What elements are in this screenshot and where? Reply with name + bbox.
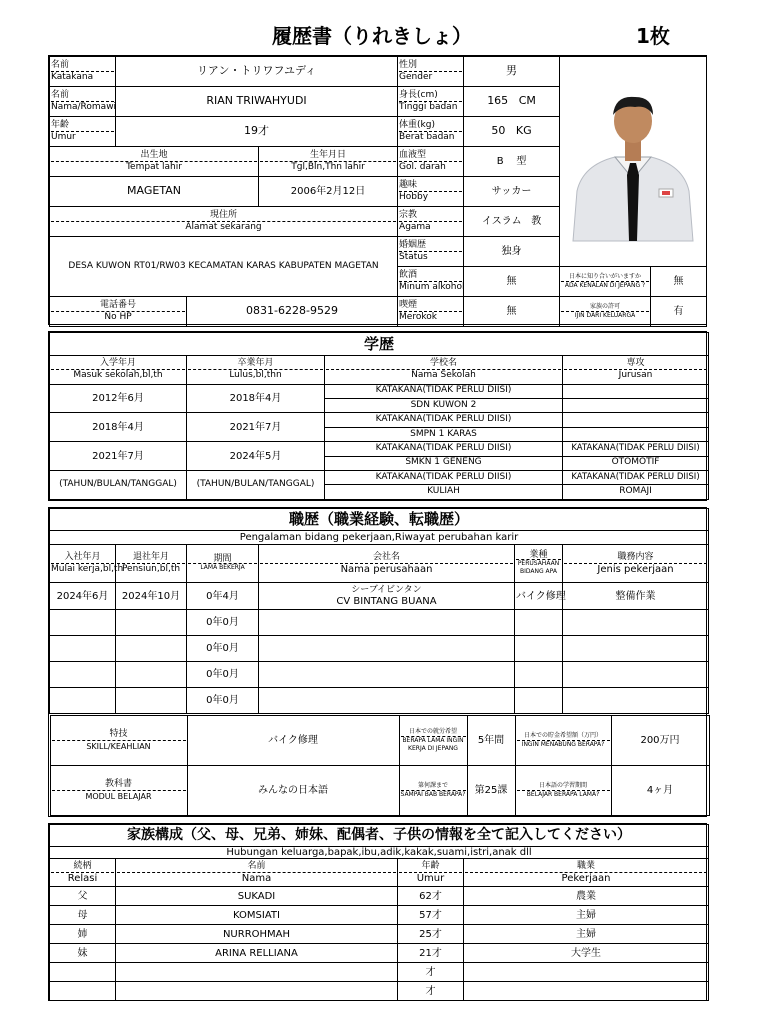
- family-nama: [116, 982, 398, 1001]
- kenalan-value: 無: [651, 267, 707, 297]
- family-subheader: Hubungan keluarga,bapak,ibu,adik,kakak,suami,istri,anak dll: [50, 847, 709, 859]
- tempat-label-cell: 出生地 Tempat lahir: [50, 147, 259, 177]
- nama-label-cell: 名前 Nama/Romawi: [50, 87, 116, 117]
- family-pekerjaan: 大学生: [464, 944, 709, 963]
- hobby-value: サッカー: [464, 177, 560, 207]
- work-pensiun: 2024年10月: [116, 583, 187, 609]
- education-section: [48, 331, 707, 501]
- family-umur: 才: [398, 982, 464, 1001]
- belajar-value: 4ヶ月: [611, 765, 709, 815]
- edu-masuk: (TAHUN/BULAN/TANGGAL): [50, 471, 187, 500]
- edu-lulus: 2021年7月: [187, 413, 325, 442]
- nabung-value: 200万円: [611, 715, 709, 765]
- family-col-pekerjaan: 職業 Pekerjaan: [464, 859, 709, 887]
- family-header: 家族構成（父、母、兄弟、姉妹、配偶者、子供の情報を全て記入してください）: [50, 825, 709, 847]
- edu-jurusan: [563, 427, 709, 441]
- berat-unit: KG: [515, 124, 532, 138]
- work-bidang: [515, 661, 563, 687]
- work-bidang: [515, 635, 563, 661]
- tinggi-value: 165: [487, 94, 509, 108]
- work-lama: 0年0月: [187, 609, 259, 635]
- work-bidang: バイク修理: [515, 583, 563, 609]
- hp-label-cell: 電話番号 No HP: [50, 297, 187, 327]
- tinggi-value-cell: [464, 87, 560, 117]
- family-relasi: 母: [50, 906, 116, 925]
- edu-school-katakana: KATAKANA(TIDAK PERLU DIISI): [325, 442, 563, 456]
- katakana-value: リアン・トリワフユディ: [116, 57, 398, 87]
- agama-value: イスラム: [481, 216, 522, 227]
- family-pekerjaan: 農業: [464, 887, 709, 906]
- family-pekerjaan: [464, 982, 709, 1001]
- edu-jurusan: OTOMOTIF: [563, 456, 709, 470]
- work-company: [259, 609, 515, 635]
- page-count: 1枚: [636, 24, 670, 48]
- agama-value-cell: [464, 207, 560, 237]
- work-col-lama: 期間 LAMA BEKERJA: [187, 545, 259, 583]
- edu-school-name: SMPN 1 KARAS: [325, 427, 563, 441]
- work-jenis: [563, 635, 709, 661]
- family-umur: 57才: [398, 906, 464, 925]
- bab-value: 第25課: [467, 765, 515, 815]
- edu-masuk: 2021年7月: [50, 442, 187, 471]
- family-nama: ARINA RELLIANA: [116, 944, 398, 963]
- personal-info-section: [48, 55, 707, 325]
- lama-kerja-value: 5年間: [467, 715, 515, 765]
- work-col-pensiun: 退社年月 Pensiun,bl,th: [116, 545, 187, 583]
- work-company-cell: [259, 583, 515, 609]
- family-nama: [116, 963, 398, 982]
- berat-value: 50: [491, 124, 506, 138]
- family-relasi: 父: [50, 887, 116, 906]
- tgl-label-cell: 生年月日 Tgl,Bln,Thn lahir: [259, 147, 398, 177]
- family-umur: 21才: [398, 944, 464, 963]
- work-lama: 0年0月: [187, 688, 259, 714]
- edu-jurusan-katakana: [563, 384, 709, 398]
- edu-lulus: 2024年5月: [187, 442, 325, 471]
- family-nama: SUKADI: [116, 887, 398, 906]
- hp-value: 0831-6228-9529: [187, 297, 398, 327]
- agama-suffix: 教: [531, 216, 542, 227]
- work-jenis: [563, 609, 709, 635]
- tgl-value: 2006年2月12日: [259, 177, 398, 207]
- tempat-value: MAGETAN: [50, 177, 259, 207]
- skill-value: バイク修理: [187, 715, 399, 765]
- work-lama: 0年4月: [187, 583, 259, 609]
- modul-label-cell: 教科書 MODUL BELAJAR: [50, 765, 187, 815]
- work-mulai: [50, 609, 116, 635]
- work-mulai: [50, 688, 116, 714]
- merokok-value: 無: [464, 297, 560, 327]
- family-pekerjaan: [464, 963, 709, 982]
- alamat-label-cell: 現住所 Alamat sekarang: [50, 207, 398, 237]
- work-lama: 0年0月: [187, 635, 259, 661]
- edu-jurusan-katakana: KATAKANA(TIDAK PERLU DIISI): [563, 442, 709, 456]
- work-pensiun: [116, 635, 187, 661]
- edu-col-lulus: 卒業年月 Lulus,bl,thn: [187, 355, 325, 384]
- edu-col-sekolah: 学校名 Nama Sekolah: [325, 355, 563, 384]
- agama-label-cell: 宗教 Agama: [398, 207, 464, 237]
- alkohol-label-cell: 飲酒 Minum alkohol: [398, 267, 464, 297]
- edu-school-name: SMKN 1 GENENG: [325, 456, 563, 470]
- family-nama: NURROHMAH: [116, 925, 398, 944]
- education-header: 学歴: [50, 333, 709, 356]
- edu-col-masuk: 入学年月 Masuk sekolah,bl,th: [50, 355, 187, 384]
- work-header: 職歴（職業経験、転職歴）: [50, 509, 709, 531]
- edu-school-name: KULIAH: [325, 485, 563, 500]
- work-company: [259, 661, 515, 687]
- berat-value-cell: [464, 117, 560, 147]
- edu-lulus: 2018年4月: [187, 384, 325, 413]
- family-section: [48, 823, 707, 1001]
- gol-value-cell: [464, 147, 560, 177]
- tinggi-label-cell: 身長(cm) Tinggi badan: [398, 87, 464, 117]
- work-col-perusahaan: 会社名 Nama perusahaan: [259, 545, 515, 583]
- work-col-jenis: 職務内容 Jenis pekerjaan: [563, 545, 709, 583]
- work-section: [48, 507, 707, 817]
- work-jenis: [563, 661, 709, 687]
- skill-label-cell: 特技 SKILL/KEAHLIAN: [50, 715, 187, 765]
- nama-value: RIAN TRIWAHYUDI: [116, 87, 398, 117]
- gender-value: 男: [464, 57, 560, 87]
- work-mulai: [50, 635, 116, 661]
- work-mulai: 2024年6月: [50, 583, 116, 609]
- work-bidang: [515, 609, 563, 635]
- photo-cell: [560, 57, 707, 267]
- family-umur: 62才: [398, 887, 464, 906]
- merokok-label-cell: 喫煙 Merokok: [398, 297, 464, 327]
- family-relasi: 姉: [50, 925, 116, 944]
- alkohol-value: 無: [464, 267, 560, 297]
- status-value: 独身: [464, 237, 560, 267]
- status-label-cell: 婚姻歴 Status: [398, 237, 464, 267]
- gender-label-cell: 性別 Gender: [398, 57, 464, 87]
- edu-masuk: 2018年4月: [50, 413, 187, 442]
- gol-value: B: [496, 156, 504, 167]
- work-col-bidang: 業種 PERUSAHAAN BIDANG APA: [515, 545, 563, 583]
- edu-jurusan: ROMAJI: [563, 485, 709, 500]
- edu-school-katakana: KATAKANA(TIDAK PERLU DIISI): [325, 471, 563, 485]
- family-relasi: 妹: [50, 944, 116, 963]
- belajar-label-cell: 日本語の学習期間 BELAJAR BERAPA LAMA?: [515, 765, 611, 815]
- work-pensiun: [116, 688, 187, 714]
- work-pensiun: [116, 661, 187, 687]
- work-company: [259, 635, 515, 661]
- gol-label-cell: 血液型 Gol. darah: [398, 147, 464, 177]
- work-mulai: [50, 661, 116, 687]
- family-relasi: [50, 982, 116, 1001]
- gol-suffix: 型: [516, 156, 527, 167]
- work-company-jp: シーブイビンタン: [351, 585, 422, 596]
- ijin-value: 有: [651, 297, 707, 327]
- work-col-mulai: 入社年月 Mulai kerja,bl,th: [50, 545, 116, 583]
- edu-col-jurusan: 専攻 Jurusan: [563, 355, 709, 384]
- nabung-label-cell: 日本での貯金希望額（万円） INGIN MENABUNG BERAPA?: [515, 715, 611, 765]
- modul-value: みんなの日本語: [187, 765, 399, 815]
- work-subheader: Pengalaman bidang pekerjaan,Riwayat perubahan karir: [50, 531, 709, 545]
- work-jenis: [563, 688, 709, 714]
- family-pekerjaan: 主婦: [464, 906, 709, 925]
- umur-label-cell: 年齢 Umur: [50, 117, 116, 147]
- edu-jurusan-katakana: KATAKANA(TIDAK PERLU DIISI): [563, 471, 709, 485]
- work-company: CV BINTANG BUANA: [336, 596, 437, 608]
- berat-label-cell: 体重(kg) Berat badan: [398, 117, 464, 147]
- edu-school-name: SDN KUWON 2: [325, 398, 563, 412]
- family-umur: 25才: [398, 925, 464, 944]
- hobby-label-cell: 趣味 Hobby: [398, 177, 464, 207]
- katakana-label-cell: 名前 Katakana: [50, 57, 116, 87]
- family-umur: 才: [398, 963, 464, 982]
- resume-title: 履歴書（りれきしょ）: [272, 24, 472, 48]
- edu-lulus: (TAHUN/BULAN/TANGGAL): [187, 471, 325, 500]
- ijin-label-cell: 家族の許可 IJIN DARI KELUARGA: [560, 297, 651, 327]
- edu-school-katakana: KATAKANA(TIDAK PERLU DIISI): [325, 413, 563, 427]
- kenalan-label-cell: 日本に知り合いがいますか ADA KENALAN DI JEPANG ?: [560, 267, 651, 297]
- document-title: [0, 22, 768, 50]
- family-col-nama: 名前 Nama: [116, 859, 398, 887]
- edu-masuk: 2012年6月: [50, 384, 187, 413]
- alamat-value: DESA KUWON RT01/RW03 KECAMATAN KARAS KABUPATEN MAGETAN: [50, 237, 398, 297]
- family-col-relasi: 続柄 Relasi: [50, 859, 116, 887]
- bab-label-cell: 第何課まで SAMPAI BAB BERAPA?: [399, 765, 467, 815]
- work-company: [259, 688, 515, 714]
- family-col-umur: 年齢 Umur: [398, 859, 464, 887]
- tinggi-unit: CM: [518, 94, 536, 108]
- work-pensiun: [116, 609, 187, 635]
- edu-jurusan-katakana: [563, 413, 709, 427]
- edu-school-katakana: KATAKANA(TIDAK PERLU DIISI): [325, 384, 563, 398]
- work-bidang: [515, 688, 563, 714]
- edu-jurusan: [563, 398, 709, 412]
- work-jenis: 整備作業: [563, 583, 709, 609]
- work-lama: 0年0月: [187, 661, 259, 687]
- family-relasi: [50, 963, 116, 982]
- family-pekerjaan: 主婦: [464, 925, 709, 944]
- family-nama: KOMSIATI: [116, 906, 398, 925]
- umur-value: 19才: [116, 117, 398, 147]
- lama-kerja-label-cell: 日本での就労希望 BERAPA LAMA INGIN KERJA DI JEPANG: [399, 715, 467, 765]
- applicant-photo: [563, 91, 703, 241]
